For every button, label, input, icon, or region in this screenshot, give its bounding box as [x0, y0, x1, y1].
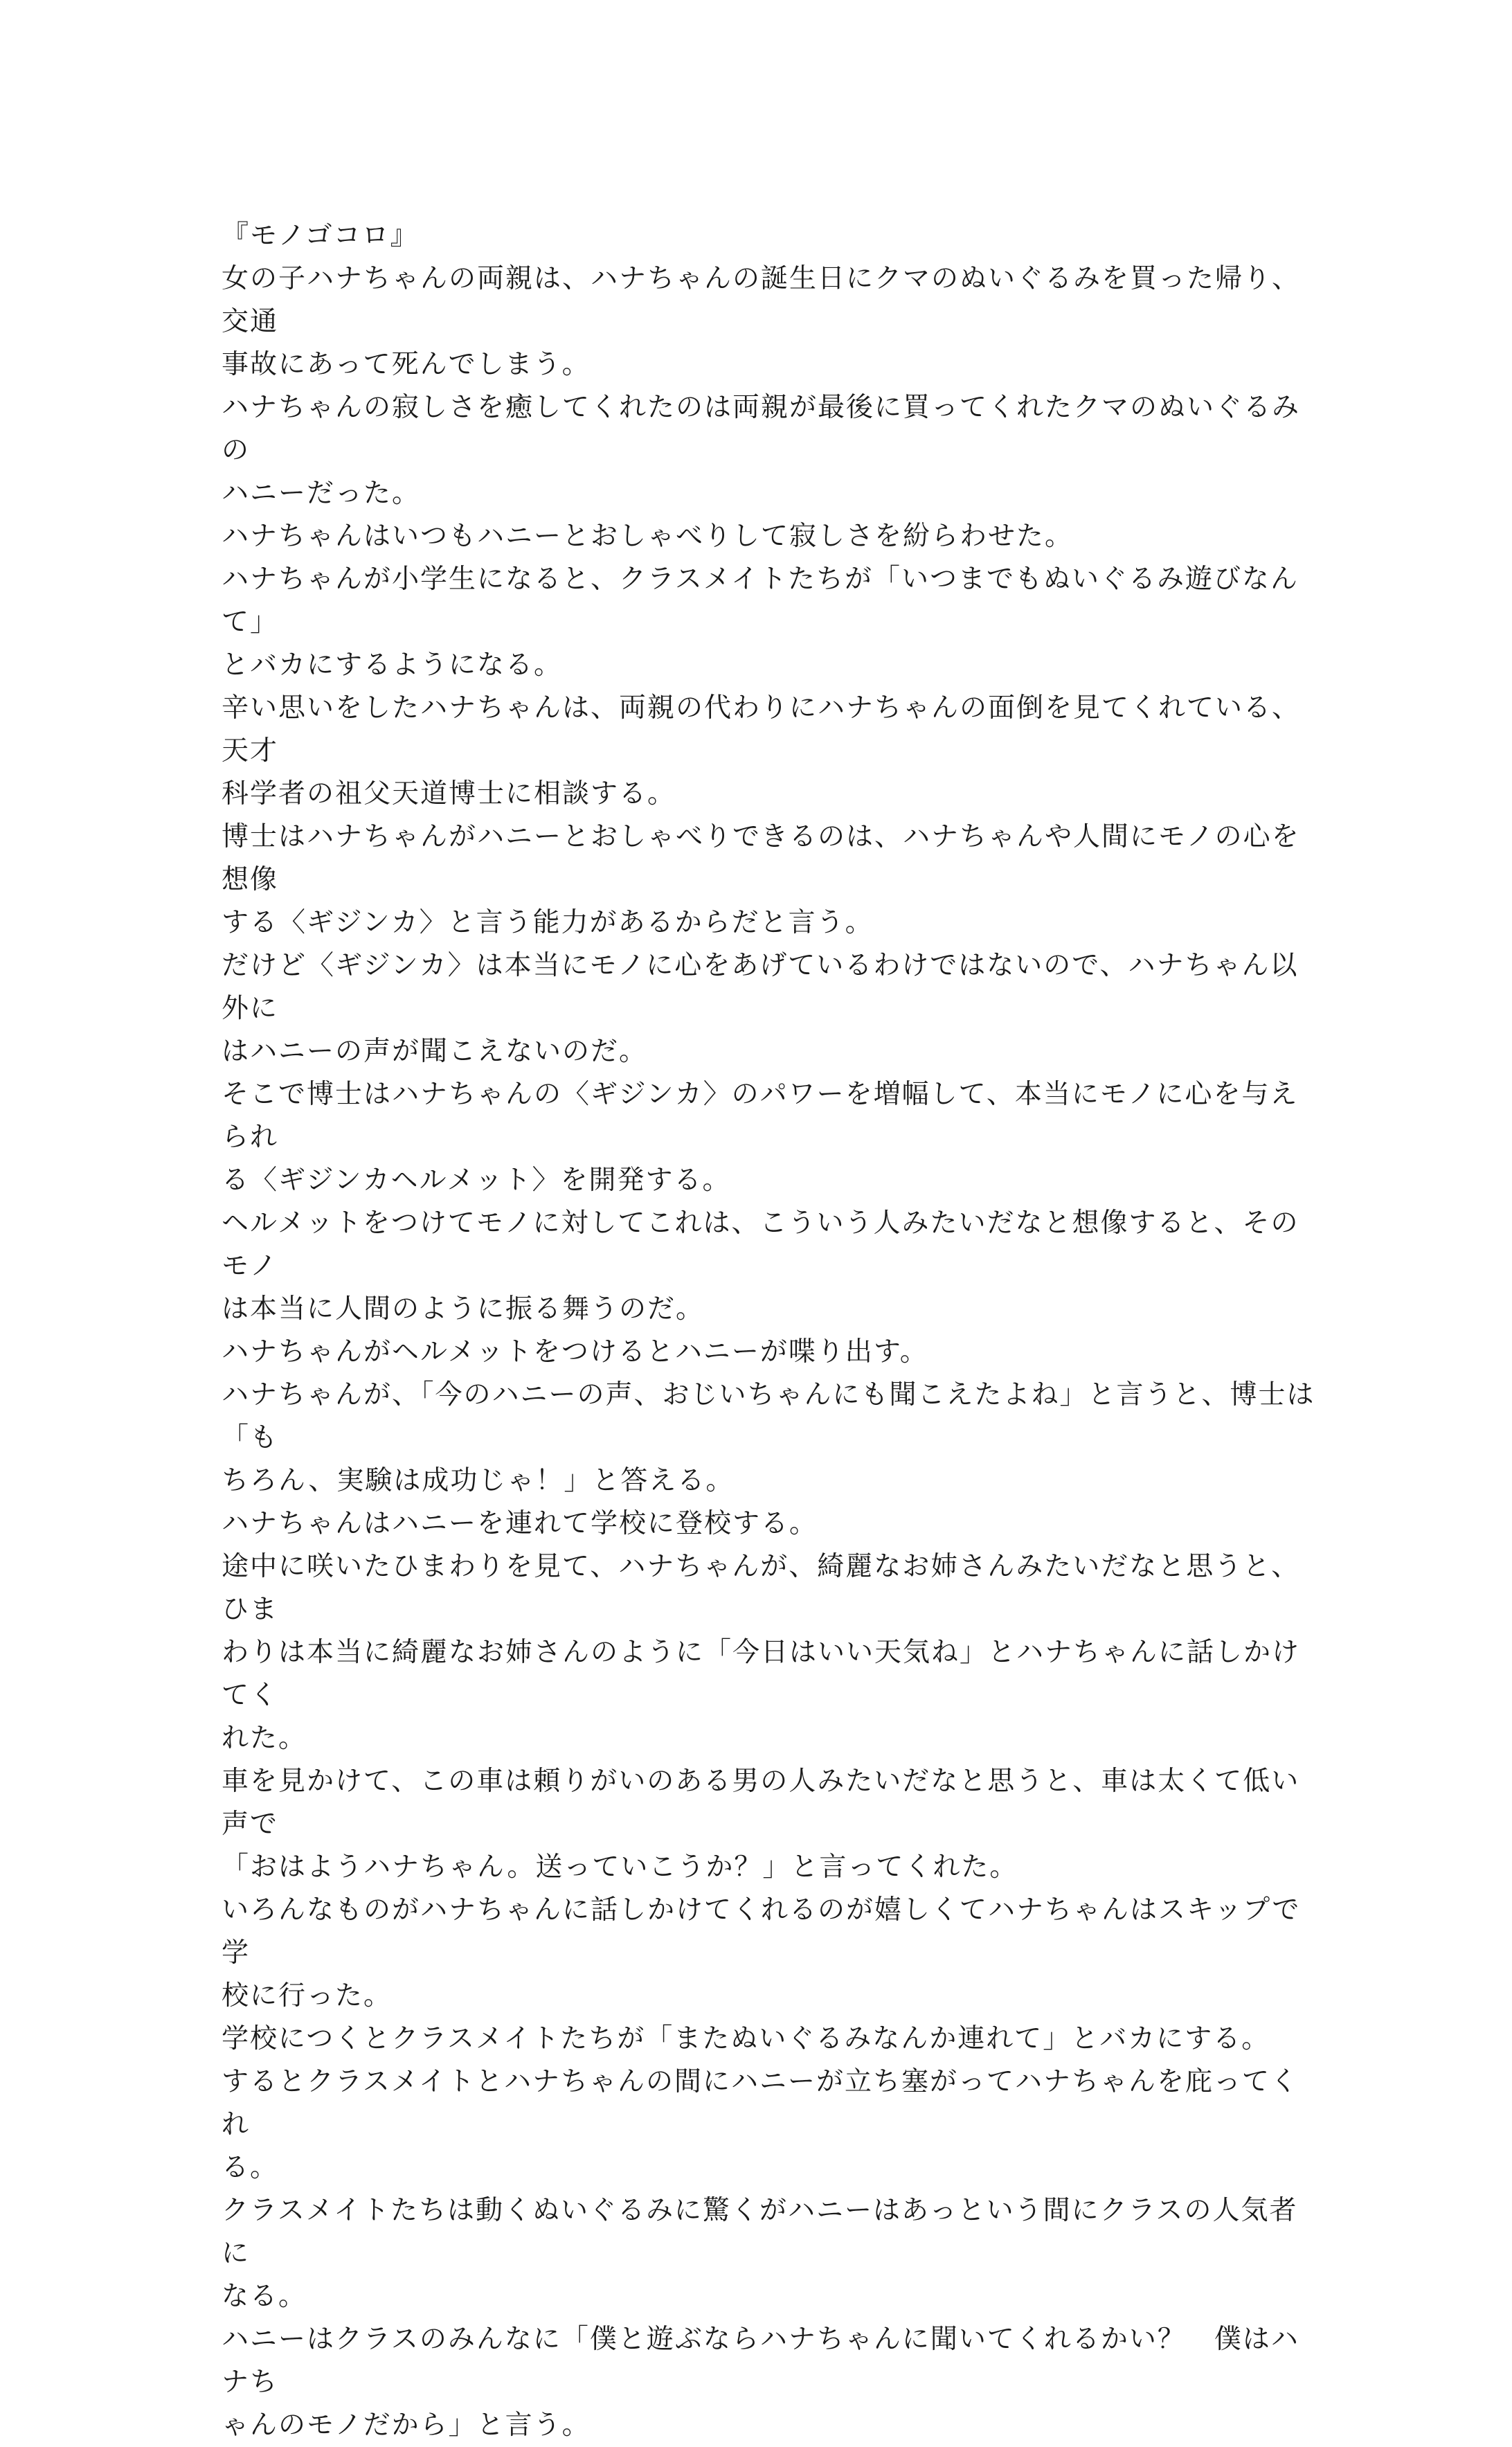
paragraph: するとクラスメイトとハナちゃんの間にハニーが立ち塞がってハナちゃんを庇ってくれ る。 — [222, 2066, 1299, 2183]
paragraph: 途中に咲いたひまわりを見て、ハナちゃんが、綺麗なお姉さんみたいだなと思うと、ひま わりは本当に綺麗なお姉さんのように「今日はいい天気ね」とハナちゃんに話しかけてく れた。 — [222, 1551, 1301, 1754]
paragraph: ハニーはクラスのみんなに「僕と遊ぶならハナちゃんに聞いてくれるかい？ 僕はハナち ゃんのモノだから」と言う。 — [222, 2324, 1299, 2441]
paragraph: ハナちゃんが小学生になると、クラスメイトたちが「いつまでもぬいぐるみ遊びなんて」 とバカにするようになる。 — [222, 564, 1299, 681]
paragraph: 女の子ハナちゃんの両親は、ハナちゃんの誕生日にクマのぬいぐるみを買った帰り、交通 事故にあって死んでしまう。 — [222, 263, 1301, 380]
paragraph: クラスメイトたちは動くぬいぐるみに驚くがハニーはあっという間にクラスの人気者に なる。 — [222, 2195, 1298, 2312]
paragraph: ハナちゃんが、「今のハニーの声、おじいちゃんにも聞こえたよね」と言うと、博士は「も ちろん、実験は成功じゃ！」と答える。 — [222, 1379, 1315, 1496]
document-body — [222, 215, 1315, 2447]
paragraph: 学校につくとクラスメイトたちが「またぬいぐるみなんか連れて」とバカにする。 — [222, 2023, 1270, 2054]
document-title: 『モノゴコロ』 — [222, 220, 419, 251]
paragraph: ハナちゃんはいつもハニーとおしゃべりして寂しさを紛らわせた。 — [222, 521, 1074, 552]
paragraph: 車を見かけて、この車は頼りがいのある男の人みたいだなと思うと、車は太くて低い声で 「おはようハナちゃん。送っていこうか？」と言ってくれた。 — [222, 1766, 1300, 1883]
paragraph: ハナちゃんはハニーを連れて学校に登校する。 — [222, 1508, 818, 1539]
paragraph: ヘルメットをつけてモノに対してこれは、こういう人みたいだなと想像すると、そのモノ は本当に人間のように振る舞うのだ。 — [222, 1208, 1299, 1325]
paragraph: ハナちゃんの寂しさを癒してくれたのは両親が最後に買ってくれたクマのぬいぐるみの ハニーだった。 — [222, 392, 1301, 509]
paragraph: いろんなものがハナちゃんに話しかけてくれるのが嬉しくてハナちゃんはスキップで学 校に行った。 — [222, 1894, 1301, 2011]
paragraph: そこで博士はハナちゃんの〈ギジンカ〉のパワーを増幅して、本当にモノに心を与えられ る〈ギジンカヘルメット〉を開発する。 — [222, 1079, 1299, 1196]
paragraph: 博士はハナちゃんがハニーとおしゃべりできるのは、ハナちゃんや人間にモノの心を想像 する〈ギジンカ〉と言う能力があるからだと言う。 — [222, 821, 1300, 938]
paragraph: ハナちゃんがヘルメットをつけるとハニーが喋り出す。 — [222, 1336, 928, 1368]
paragraph: 辛い思いをしたハナちゃんは、両親の代わりにハナちゃんの面倒を見てくれている、天才 科学者の祖父天道博士に相談する。 — [222, 692, 1301, 809]
paragraph: だけど〈ギジンカ〉は本当にモノに心をあげているわけではないので、ハナちゃん以外に はハニーの声が聞こえないのだ。 — [222, 950, 1299, 1067]
